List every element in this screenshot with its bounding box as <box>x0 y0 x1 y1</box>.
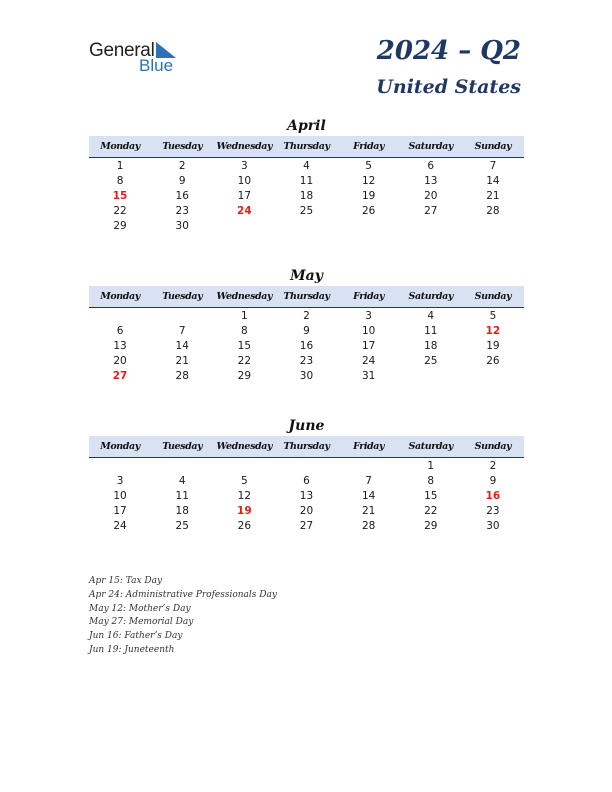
day-cell: 13 <box>113 339 127 352</box>
day-cell: 5 <box>489 309 497 322</box>
day-cell: 10 <box>361 324 376 337</box>
logo-blue-text: Blue <box>139 56 174 75</box>
day-cell: 3 <box>241 159 248 172</box>
weekday-label: Monday <box>100 291 140 302</box>
day-cell: 27 <box>299 519 314 532</box>
day-cell: 8 <box>116 174 124 187</box>
holiday-day-cell: 15 <box>112 189 128 202</box>
day-cell: 26 <box>486 354 500 367</box>
day-cell: 29 <box>424 519 438 532</box>
weekday-label: Saturday <box>408 141 453 152</box>
day-cell: 2 <box>178 159 186 172</box>
day-cell: 11 <box>175 489 189 502</box>
holiday-day-cell: 19 <box>237 504 252 517</box>
holiday-list-item: Jun 16: Father’s Day <box>89 631 183 642</box>
day-cell: 17 <box>237 189 252 202</box>
week-row <box>89 338 524 353</box>
weekday-header <box>89 436 524 458</box>
weekday-label: Friday <box>353 291 385 302</box>
weekday-label: Thursday <box>283 441 330 452</box>
day-cell: 26 <box>361 204 376 217</box>
day-cell: 31 <box>361 369 376 382</box>
holiday-day-cell: 12 <box>485 324 501 337</box>
day-cell: 19 <box>486 339 500 352</box>
day-cell: 7 <box>365 474 372 487</box>
day-cell: 9 <box>489 474 497 487</box>
holiday-list-item: May 27: Memorial Day <box>89 617 194 628</box>
week-row <box>89 368 524 383</box>
day-cell: 6 <box>303 474 310 487</box>
day-cell: 26 <box>237 519 252 532</box>
weekday-label: Friday <box>353 141 385 152</box>
day-cell: 20 <box>113 354 127 367</box>
day-cell: 2 <box>303 309 310 322</box>
weekday-label: Sunday <box>474 141 512 152</box>
weekday-label: Tuesday <box>162 441 203 452</box>
weekday-label: Saturday <box>408 291 453 302</box>
day-cell: 4 <box>427 309 435 322</box>
weekday-label: Sunday <box>474 441 512 452</box>
day-cell: 3 <box>116 474 124 487</box>
weekday-label: Monday <box>100 441 140 452</box>
week-row <box>89 458 524 473</box>
week-row <box>89 173 524 188</box>
day-cell: 21 <box>361 504 376 517</box>
week-row <box>89 473 524 488</box>
day-cell: 15 <box>237 339 252 352</box>
day-cell: 25 <box>299 204 314 217</box>
week-row <box>89 203 524 218</box>
weekday-label: Tuesday <box>162 291 203 302</box>
day-cell: 9 <box>303 324 310 337</box>
day-cell: 25 <box>175 519 189 532</box>
weekday-label: Sunday <box>474 291 512 302</box>
week-row <box>89 518 524 533</box>
day-cell: 9 <box>178 174 186 187</box>
day-cell: 15 <box>424 489 438 502</box>
day-cell: 20 <box>424 189 438 202</box>
day-cell: 1 <box>241 309 248 322</box>
day-cell: 13 <box>424 174 438 187</box>
day-cell: 4 <box>178 474 186 487</box>
country-title: United States <box>376 76 521 98</box>
weekday-header <box>89 286 524 308</box>
holiday-list <box>89 575 389 658</box>
day-cell: 8 <box>241 324 248 337</box>
day-cell: 1 <box>427 459 435 472</box>
day-cell: 17 <box>113 504 127 517</box>
day-cell: 24 <box>361 354 376 367</box>
holiday-list-item: May 12: Mother’s Day <box>89 603 191 614</box>
day-cell: 28 <box>175 369 189 382</box>
day-cell: 18 <box>299 189 314 202</box>
day-cell: 19 <box>361 189 376 202</box>
day-cell: 24 <box>113 519 127 532</box>
day-cell: 23 <box>486 504 500 517</box>
day-cell: 18 <box>175 504 189 517</box>
month-title: May <box>290 268 323 284</box>
day-cell: 30 <box>486 519 500 532</box>
week-row <box>89 353 524 368</box>
day-cell: 8 <box>427 474 435 487</box>
week-row <box>89 503 524 518</box>
day-cell: 11 <box>299 174 314 187</box>
day-cell: 28 <box>361 519 376 532</box>
weekday-label: Thursday <box>283 291 330 302</box>
day-cell: 7 <box>489 159 497 172</box>
day-cell: 3 <box>365 309 372 322</box>
holiday-list-item: Apr 15: Tax Day <box>89 576 163 586</box>
day-cell: 28 <box>486 204 500 217</box>
day-cell: 2 <box>489 459 497 472</box>
weekday-label: Wednesday <box>216 141 273 152</box>
week-row <box>89 323 524 338</box>
day-cell: 6 <box>427 159 435 172</box>
weekday-label: Wednesday <box>216 291 273 302</box>
weekday-header <box>89 136 524 158</box>
day-cell: 16 <box>175 189 189 202</box>
weekday-label: Monday <box>100 141 140 152</box>
day-cell: 21 <box>486 189 500 202</box>
day-cell: 22 <box>424 504 438 517</box>
day-cell: 29 <box>237 369 252 382</box>
day-cell: 14 <box>486 174 500 187</box>
logo <box>89 40 189 76</box>
month-title: June <box>288 418 325 434</box>
day-cell: 7 <box>178 324 186 337</box>
week-row <box>89 488 524 503</box>
day-cell: 20 <box>299 504 314 517</box>
day-cell: 23 <box>175 204 189 217</box>
weekday-label: Thursday <box>283 141 330 152</box>
logo-general-text: General <box>89 40 155 61</box>
holiday-day-cell: 16 <box>485 489 501 502</box>
day-cell: 14 <box>175 339 189 352</box>
day-cell: 25 <box>424 354 438 367</box>
day-cell: 14 <box>361 489 376 502</box>
day-cell: 10 <box>237 174 252 187</box>
day-cell: 11 <box>424 324 438 337</box>
day-cell: 16 <box>299 339 314 352</box>
day-cell: 5 <box>365 159 372 172</box>
day-cell: 6 <box>116 324 124 337</box>
day-cell: 22 <box>237 354 252 367</box>
week-row <box>89 158 524 173</box>
holiday-day-cell: 27 <box>112 369 128 382</box>
holiday-list-item: Apr 24: Administrative Professionals Day <box>89 589 277 600</box>
day-cell: 10 <box>113 489 127 502</box>
day-cell: 1 <box>116 159 124 172</box>
week-row <box>89 188 524 203</box>
day-cell: 27 <box>424 204 438 217</box>
weekday-label: Friday <box>353 441 385 452</box>
page-title: 2024 – Q2 <box>376 36 521 66</box>
day-cell: 5 <box>241 474 248 487</box>
day-cell: 30 <box>175 219 189 232</box>
day-cell: 22 <box>113 204 127 217</box>
weekday-label: Wednesday <box>216 441 273 452</box>
weekday-label: Saturday <box>408 441 453 452</box>
month-title: April <box>287 118 326 134</box>
day-cell: 18 <box>424 339 438 352</box>
day-cell: 13 <box>299 489 314 502</box>
week-row <box>89 218 524 233</box>
day-cell: 30 <box>299 369 314 382</box>
week-row <box>89 308 524 323</box>
day-cell: 4 <box>303 159 310 172</box>
weekday-label: Tuesday <box>162 141 203 152</box>
day-cell: 29 <box>113 219 127 232</box>
holiday-day-cell: 24 <box>237 204 252 217</box>
day-cell: 12 <box>237 489 252 502</box>
day-cell: 23 <box>299 354 314 367</box>
month-calendar-may <box>89 266 524 383</box>
month-calendar-june <box>89 416 524 533</box>
day-cell: 17 <box>361 339 376 352</box>
holiday-list-item: Jun 19: Juneteenth <box>89 644 175 655</box>
month-calendar-april <box>89 116 524 233</box>
day-cell: 12 <box>361 174 376 187</box>
day-cell: 21 <box>175 354 189 367</box>
